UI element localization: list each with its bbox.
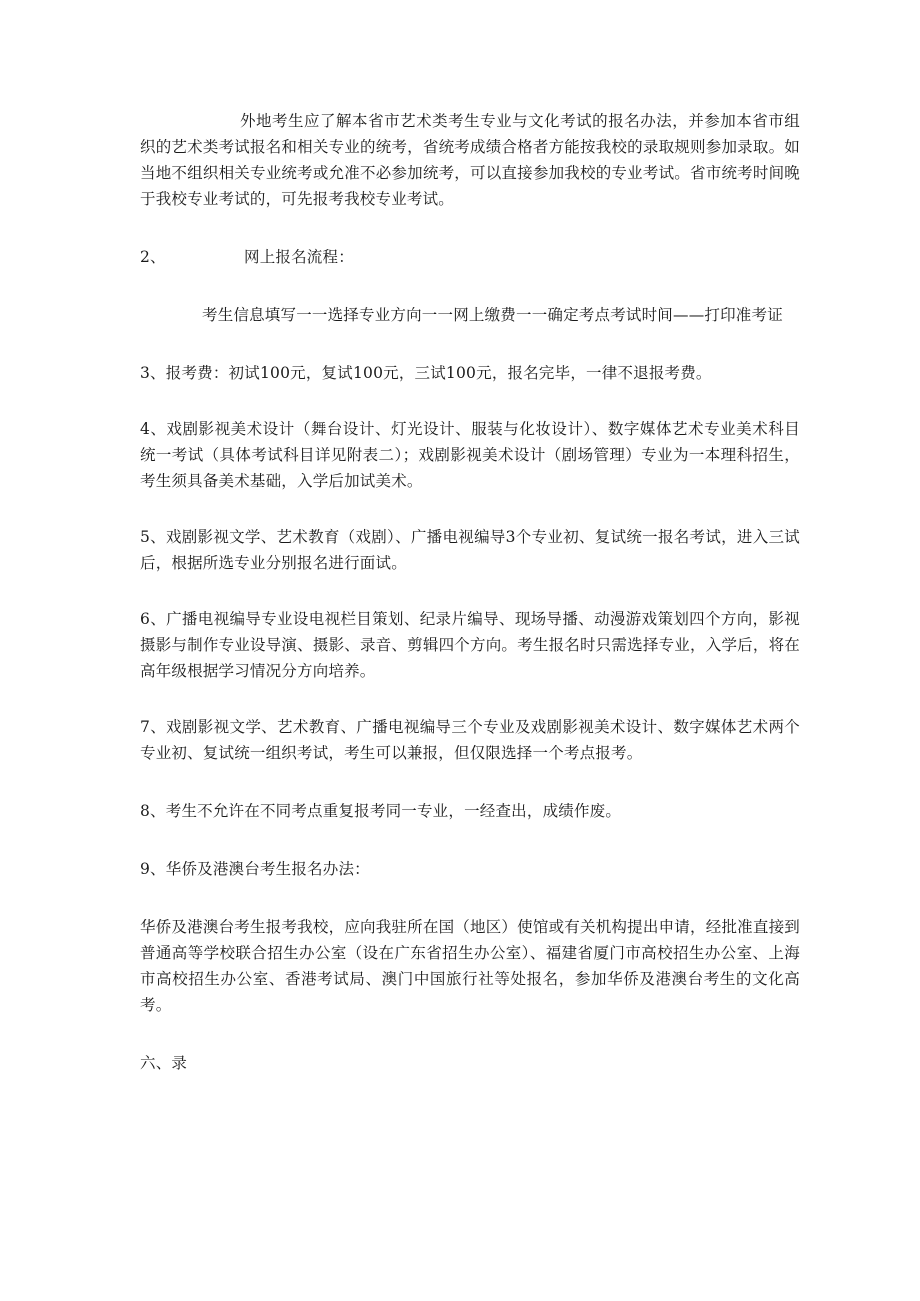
paragraph-online-registration-flow: 考生信息填写一一选择专业方向一一网上缴费一一确定考点考试时间——打印准考证 bbox=[202, 306, 783, 324]
paragraph-item-8-duplicate-registration: 8、考生不允许在不同考点重复报考同一专业，一经查出，成绩作废。 bbox=[140, 802, 622, 820]
paragraph-item-6-directions: 6、广播电视编导专业设电视栏目策划、纪录片编导、现场导播、动漫游戏策划四个方向，影视摄影与制作专业设导演、摄影、录音、剪辑四个方向。考生报名时只需选择专业，入学后，将在高年级根据学习情况分方向培养。 bbox=[140, 610, 800, 680]
paragraph-item-9-heading: 9、华侨及港澳台考生报名办法： bbox=[140, 860, 370, 878]
section-2-number: 2、 bbox=[140, 248, 166, 266]
paragraph-item-3-fees: 3、报考费：初试100元，复试100元，三试100元，报名完毕，一律不退报考费。 bbox=[140, 364, 712, 382]
section-2-title: 网上报名流程： bbox=[244, 248, 354, 266]
paragraph-item-7-joint-exam: 7、戏剧影视文学、艺术教育、广播电视编导三个专业及戏剧影视美术设计、数字媒体艺术两个专业初、复试统一组织考试，考生可以兼报，但仅限选择一个考点报考。 bbox=[140, 718, 800, 762]
paragraph-out-of-province-applicants: 外地考生应了解本省市艺术类考生专业与文化考试的报名办法，并参加本省市组织的艺术类考试报名和相关专业的统考，省统考成绩合格者方能按我校的录取规则参加录取。如当地不组织相关专业统考或允准不必参加统考，可以直接参加我校的专业考试。省市统考时间晚于我校专业考试的，可先报考我校专业考试。 bbox=[140, 112, 800, 208]
section-2-heading bbox=[140, 244, 800, 270]
paragraph-overseas-applicants: 华侨及港澳台考生报考我校，应向我驻所在国（地区）使馆或有关机构提出申请，经批准直接到普通高等学校联合招生办公室（设在广东省招生办公室）、福建省厦门市高校招生办公室、上海市高校招生办公室、香港考试局、澳门中国旅行社等处报名，参加华侨及港澳台考生的文化高考。 bbox=[140, 918, 800, 1014]
paragraph-item-5-literature: 5、戏剧影视文学、艺术教育（戏剧）、广播电视编导3个专业初、复试统一报名考试，进入三试后，根据所选专业分别报名进行面试。 bbox=[140, 528, 800, 572]
document-page bbox=[140, 108, 800, 1076]
paragraph-item-4-art-design: 4、戏剧影视美术设计（舞台设计、灯光设计、服装与化妆设计）、数字媒体艺术专业美术科目统一考试（具体考试科目详见附表二）；戏剧影视美术设计（剧场管理）专业为一本理科招生，考生须具备美术基础，入学后加试美术。 bbox=[140, 420, 800, 490]
section-6-heading: 六、录 bbox=[140, 1054, 188, 1072]
